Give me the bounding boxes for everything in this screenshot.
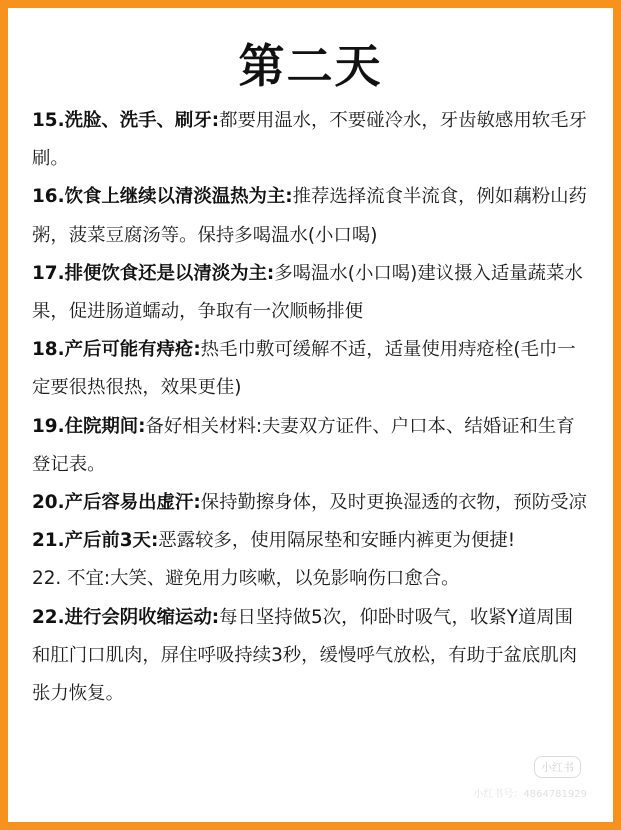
list-item: [32, 560, 591, 598]
item-text: 推荐选择流食半流食，例如藕粉山药粥，菠菜豆腐汤等。保持多喝温水(小口喝): [32, 186, 587, 246]
item-lead: 15.洗脸、洗手、刷牙:: [32, 110, 220, 131]
list-item: [32, 331, 591, 407]
item-lead: 19.住院期间:: [32, 415, 146, 437]
item-lead: 17.排便饮食还是以清淡为主:: [32, 262, 275, 284]
watermark-handle: 小红书号：4864781929: [473, 789, 587, 800]
list-item: [32, 484, 591, 522]
list-item: [32, 255, 591, 331]
item-lead: 20.产后容易出虚汗:: [32, 492, 201, 514]
item-lead: 18.产后可能有痔疮:: [32, 339, 201, 361]
list-item: [32, 178, 591, 254]
watermark: [467, 756, 587, 800]
page-title: 第二天: [238, 39, 383, 93]
watermark-logo: 小红书: [534, 756, 581, 778]
item-text: 保持勤擦身体，及时更换湿透的衣物，预防受凉: [200, 492, 587, 514]
item-lead: 16.饮食上继续以清淡温热为主:: [32, 186, 293, 208]
item-text: 每日坚持做5次，仰卧时吸气，收紧Y道周围和肛门口肌肉，屏住呼吸持续3秒，缓慢呼气放松，有助于盆底肌肉张力恢复。: [32, 606, 578, 705]
item-text: 多喝温水(小口喝)建议摄入适量蔬菜水果，促进肠道蠕动，争取有一次顺畅排便: [32, 262, 583, 323]
list-item: [32, 408, 591, 484]
item-text: 都要用温水，不要碰冷水，牙齿敏感用软毛牙刷。: [32, 110, 587, 170]
item-text: 22. 不宜:大笑、避免用力咳嗽，以免影响伤口愈合。: [32, 568, 460, 590]
list-item: [32, 102, 591, 178]
list-item: [32, 522, 591, 560]
tips-list: [32, 102, 591, 713]
item-text: 备好相关材料:夫妻双方证件、户口本、结婚证和生育登记表。: [32, 415, 575, 475]
item-text: 热毛巾敷可缓解不适，适量使用痔疮栓(毛巾一定要很热很热，效果更佳): [32, 339, 576, 399]
item-lead: 21.产后前3天:: [32, 530, 159, 552]
item-lead: 22.进行会阴收缩运动:: [32, 606, 220, 628]
list-item: [32, 599, 591, 714]
item-text: 恶露较多，使用隔尿垫和安睡内裤更为便捷!: [158, 530, 516, 552]
